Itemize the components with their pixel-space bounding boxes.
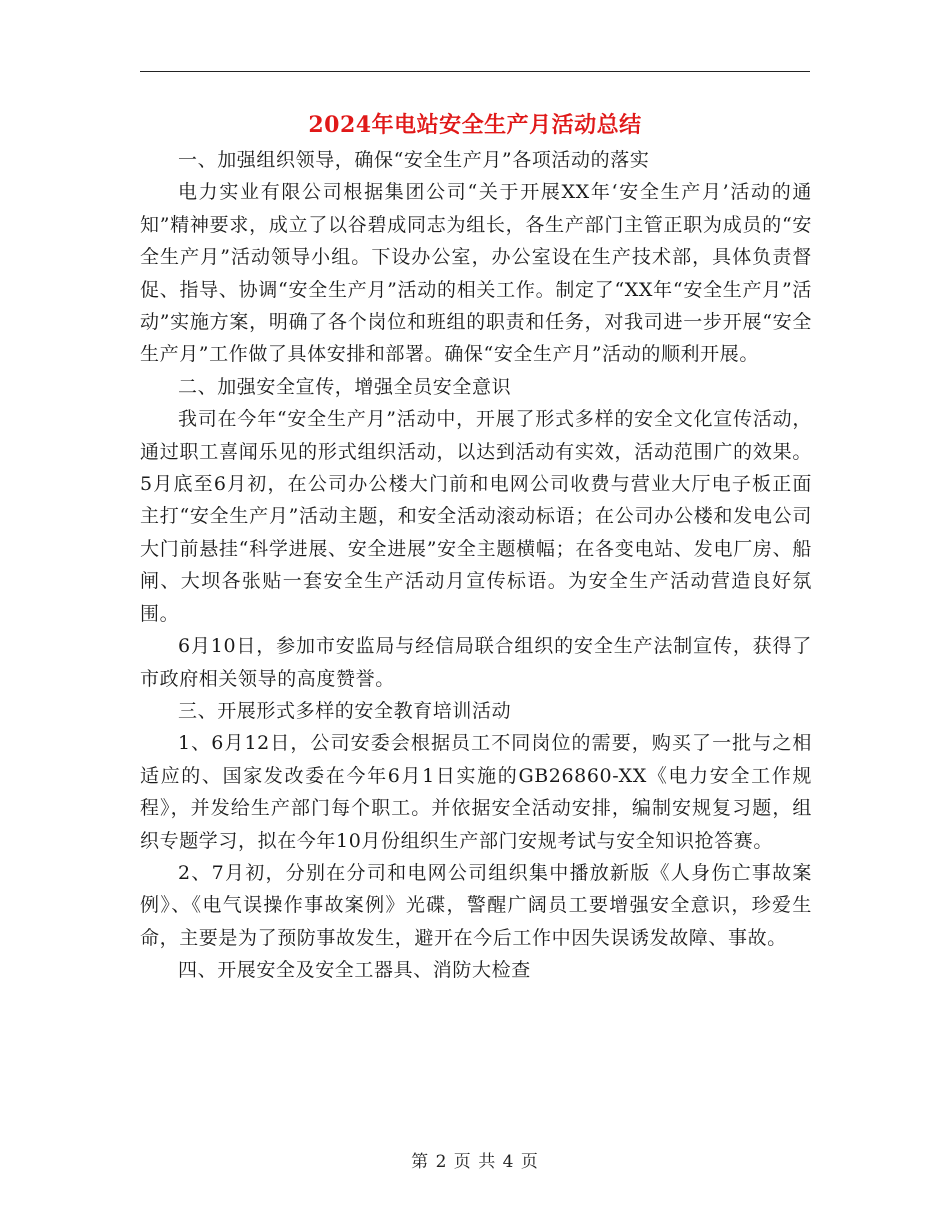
- document-body: [140, 144, 812, 987]
- body-paragraph: 电力实业有限公司根据集团公司“关于开展XX年‘安全生产月’活动的通知”精神要求，成立了以谷碧成同志为组长，各生产部门主管正职为成员的“安全生产月”活动领导小组。下设办公室，办公室设在生产技术部，具体负责督促、指导、协调“安全生产月”活动的相关工作。制定了“XX年“安全生产月”活动”实施方案，明确了各个岗位和班组的职责和任务，对我司进一步开展“安全生产月”工作做了具体安排和部署。确保“安全生产月”活动的顺利开展。: [140, 181, 812, 366]
- body-paragraph: 2、7月初，分别在分司和电网公司组织集中播放新版《人身伤亡事故案例》、《电气误操作事故案例》光碟，警醒广阔员工要增强安全意识，珍爱生命，主要是为了预防事故发生，避开在今后工作中因失误诱发故障、事故。: [140, 861, 812, 949]
- section-heading-2: 二、加强安全宣传，增强全员安全意识: [178, 375, 512, 398]
- section-heading-4: 四、开展安全及安全工器具、消防大检查: [178, 959, 531, 982]
- section-heading-3: 三、开展形式多样的安全教育培训活动: [178, 699, 512, 722]
- body-paragraph: 我司在今年“安全生产月”活动中，开展了形式多样的安全文化宣传活动，通过职工喜闻乐见的形式组织活动，以达到活动有实效，活动范围广的效果。5月底至6月初，在公司办公楼大门前和电网公司收费与营业大厅电子板正面主打“安全生产月”活动主题，和安全活动滚动标语；在公司办公楼和发电公司大门前悬挂“科学进展、安全进展”安全主题横幅；在各变电站、发电厂房、船闸、大坝各张贴一套安全生产活动月宣传标语。为安全生产活动营造良好氛围。: [140, 408, 812, 625]
- section-heading-1: 一、加强组织领导，确保“安全生产月”各项活动的落实: [178, 149, 650, 171]
- body-paragraph: 1、6月12日，公司安委会根据员工不同岗位的需要，购买了一批与之相适应的、国家发改委在今年6月1日实施的GB26860-XX《电力安全工作规程》，并发给生产部门每个职工。并依据安全活动安排，编制安规复习题，组织专题学习，拟在今年10月份组织生产部门安规考试与安全知识抢答赛。: [140, 732, 812, 852]
- page-number: 第 2 页 共 4 页: [411, 1152, 539, 1172]
- document-title: 2024年电站安全生产月活动总结: [308, 112, 642, 138]
- body-paragraph: 6月10日，参加市安监局与经信局联合组织的安全生产法制宣传，获得了市政府相关领导的高度赞誉。: [140, 635, 812, 690]
- header-rule: [140, 71, 810, 72]
